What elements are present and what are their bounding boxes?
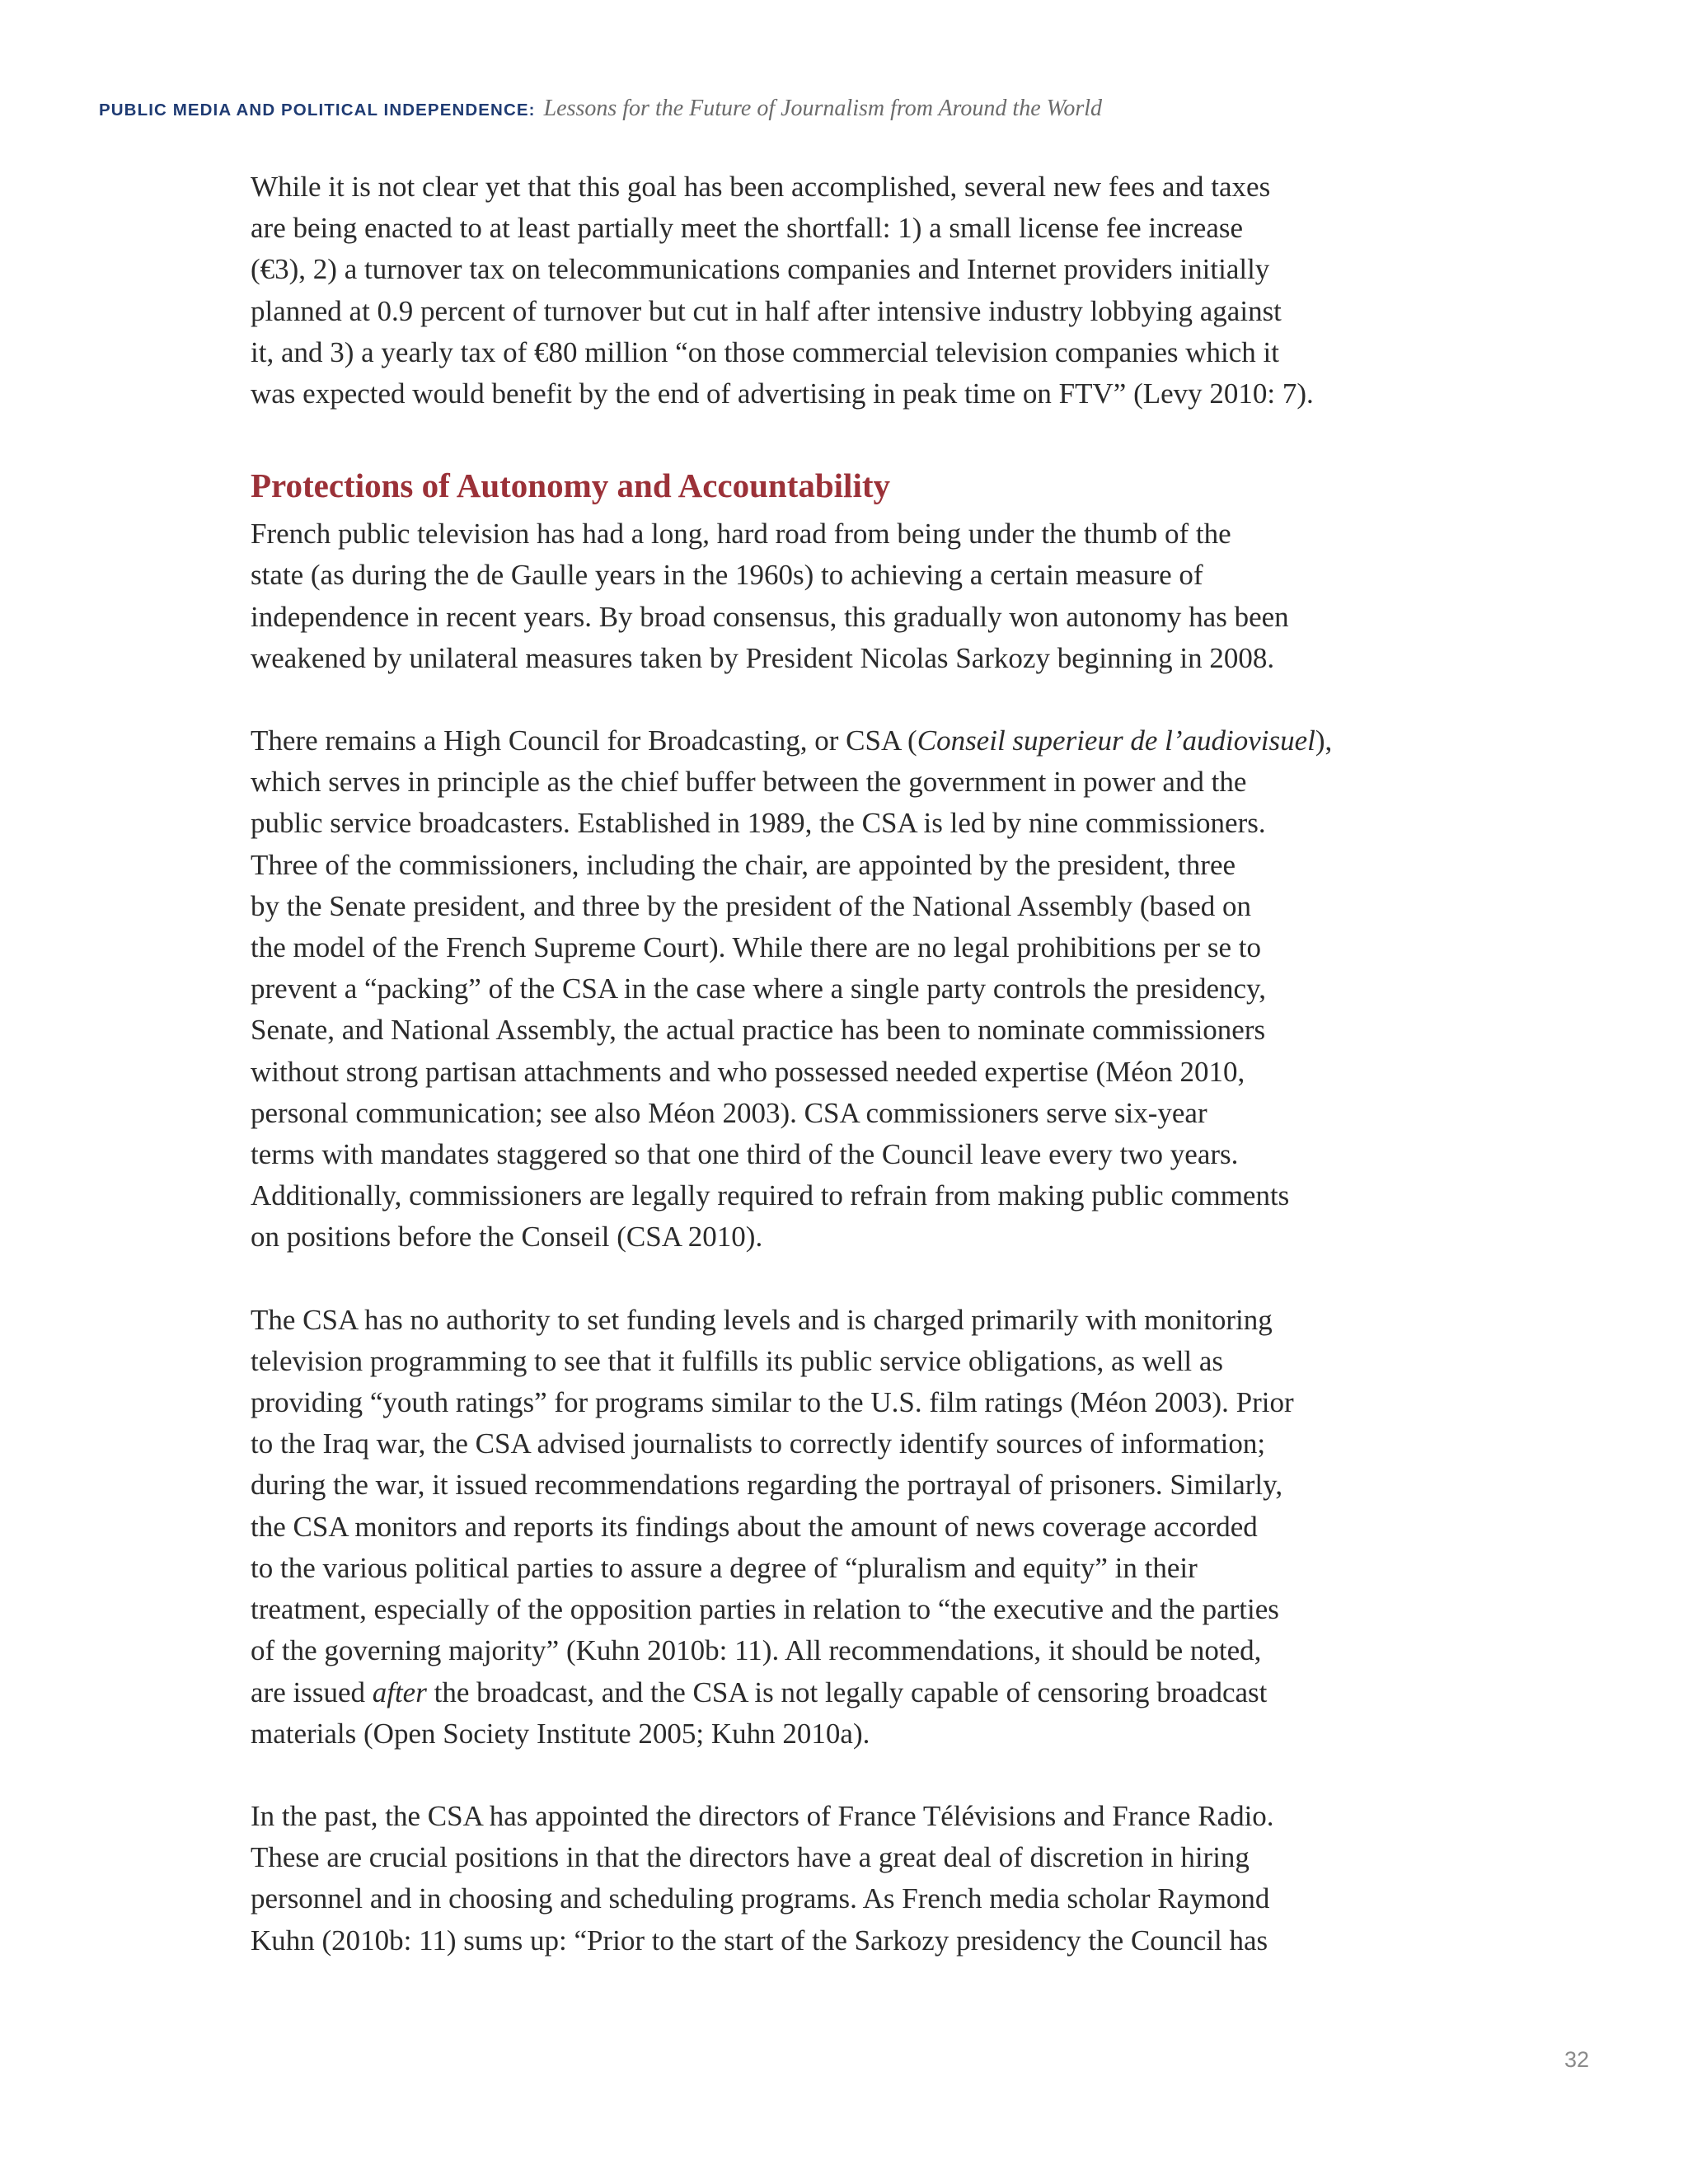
text-line: public service broadcasters. Established in 1989, the CSA is led by nine commissioners. [251, 807, 1266, 840]
text-line: which serves in principle as the chief buffer between the government in power and the [251, 766, 1247, 799]
page-number: 32 [1564, 2047, 1589, 2072]
text-line: In the past, the CSA has appointed the directors of France Télévisions and France Radio. [251, 1799, 1274, 1832]
text-line: personnel and in choosing and scheduling programs. As French media scholar Raymond [251, 1882, 1270, 1915]
text-line: the CSA monitors and reports its findings about the amount of news coverage accorded [251, 1510, 1258, 1543]
text-line: providing “youth ratings” for programs similar to the U.S. film ratings (Méon 2003). Prior [251, 1386, 1294, 1419]
text-line: the model of the French Supreme Court). While there are no legal prohibitions per se to [251, 931, 1261, 964]
text-line [251, 720, 1462, 762]
text-line: television programming to see that it fulfills its public service obligations, as well as [251, 1344, 1224, 1377]
text-line: planned at 0.9 percent of turnover but cut in half after intensive industry lobbying against [251, 294, 1282, 327]
text-line: Senate, and National Assembly, the actual practice has been to nominate commissioners [251, 1014, 1266, 1047]
text-line: prevent a “packing” of the CSA in the case where a single party controls the presidency, [251, 972, 1267, 1005]
text-line: by the Senate president, and three by the president of the National Assembly (based on [251, 889, 1251, 922]
text-line: was expected would benefit by the end of advertising in peak time on FTV” (Levy 2010: 7). [251, 377, 1314, 410]
text-run: are issued [251, 1675, 373, 1708]
text-line: weakened by unilateral measures taken by President Nicolas Sarkozy beginning in 2008. [251, 641, 1275, 674]
text-line: during the war, it issued recommendations regarding the portrayal of prisoners. Similarly, [251, 1469, 1283, 1502]
text-run: There remains a High Council for Broadcasting, or CSA ( [251, 724, 917, 757]
text-line: to the Iraq war, the CSA advised journalists to correctly identify sources of information; [251, 1427, 1266, 1460]
text-line: French public television has had a long, hard road from being under the thumb of the [251, 518, 1231, 551]
section-heading: Protections of Autonomy and Accountability [251, 466, 890, 505]
text-line: independence in recent years. By broad consensus, this gradually won autonomy has been [251, 600, 1289, 633]
running-header-label: PUBLIC MEDIA AND POLITICAL INDEPENDENCE: [99, 101, 536, 120]
running-header-subtitle: Lessons for the Future of Journalism from Around the World [543, 96, 1103, 121]
text-line: (€3), 2) a turnover tax on telecommunications companies and Internet providers initially [251, 253, 1270, 286]
text-line: are being enacted to at least partially meet the shortfall: 1) a small license fee increase [251, 212, 1244, 245]
text-run: the broadcast, and the CSA is not legally capable of censoring broadcast [426, 1675, 1268, 1708]
text-line: treatment, especially of the opposition parties in relation to “the executive and the parties [251, 1593, 1279, 1626]
text-line: of the governing majority” (Kuhn 2010b: 11). All recommendations, it should be noted, [251, 1634, 1262, 1667]
text-line: personal communication; see also Méon 2003). CSA commissioners serve six-year [251, 1096, 1207, 1129]
text-run-italic: after [372, 1675, 427, 1708]
text-line: terms with mandates staggered so that one third of the Council leave every two years. [251, 1138, 1239, 1171]
text-line: it, and 3) a yearly tax of €80 million “on those commercial television companies which it [251, 335, 1280, 368]
text-line: on positions before the Conseil (CSA 2010). [251, 1221, 763, 1254]
text-line: Kuhn (2010b: 11) sums up: “Prior to the start of the Sarkozy presidency the Council has [251, 1924, 1268, 1957]
text-line: state (as during the de Gaulle years in the 1960s) to achieving a certain measure of [251, 559, 1203, 592]
text-line: materials (Open Society Institute 2005; Kuhn 2010a). [251, 1717, 870, 1750]
paragraph-directors [251, 1796, 1462, 1961]
body-text [251, 166, 1462, 1961]
text-line: Additionally, commissioners are legally required to refrain from making public comments [251, 1179, 1290, 1212]
text-run: ), [1315, 724, 1333, 757]
text-line: The CSA has no authority to set funding levels and is charged primarily with monitoring [251, 1303, 1273, 1336]
text-line: Three of the commissioners, including the chair, are appointed by the president, three [251, 848, 1236, 881]
paragraph-high-council [251, 720, 1462, 1258]
text-line: While it is not clear yet that this goal has been accomplished, several new fees and taxes [251, 171, 1271, 203]
text-line: These are crucial positions in that the directors have a great deal of discretion in hiring [251, 1841, 1250, 1874]
text-line: without strong partisan attachments and who possessed needed expertise (Méon 2010, [251, 1055, 1245, 1088]
running-header [99, 92, 1599, 129]
text-line: to the various political parties to assure a degree of “pluralism and equity” in their [251, 1551, 1198, 1584]
paragraph-funding-taxes [251, 166, 1462, 415]
text-run-italic: Conseil superieur de l’audiovisuel [917, 724, 1315, 757]
paragraph-csa-authority [251, 1300, 1462, 1755]
paragraph-french-public-television [251, 513, 1462, 679]
text-line [251, 1672, 1462, 1713]
